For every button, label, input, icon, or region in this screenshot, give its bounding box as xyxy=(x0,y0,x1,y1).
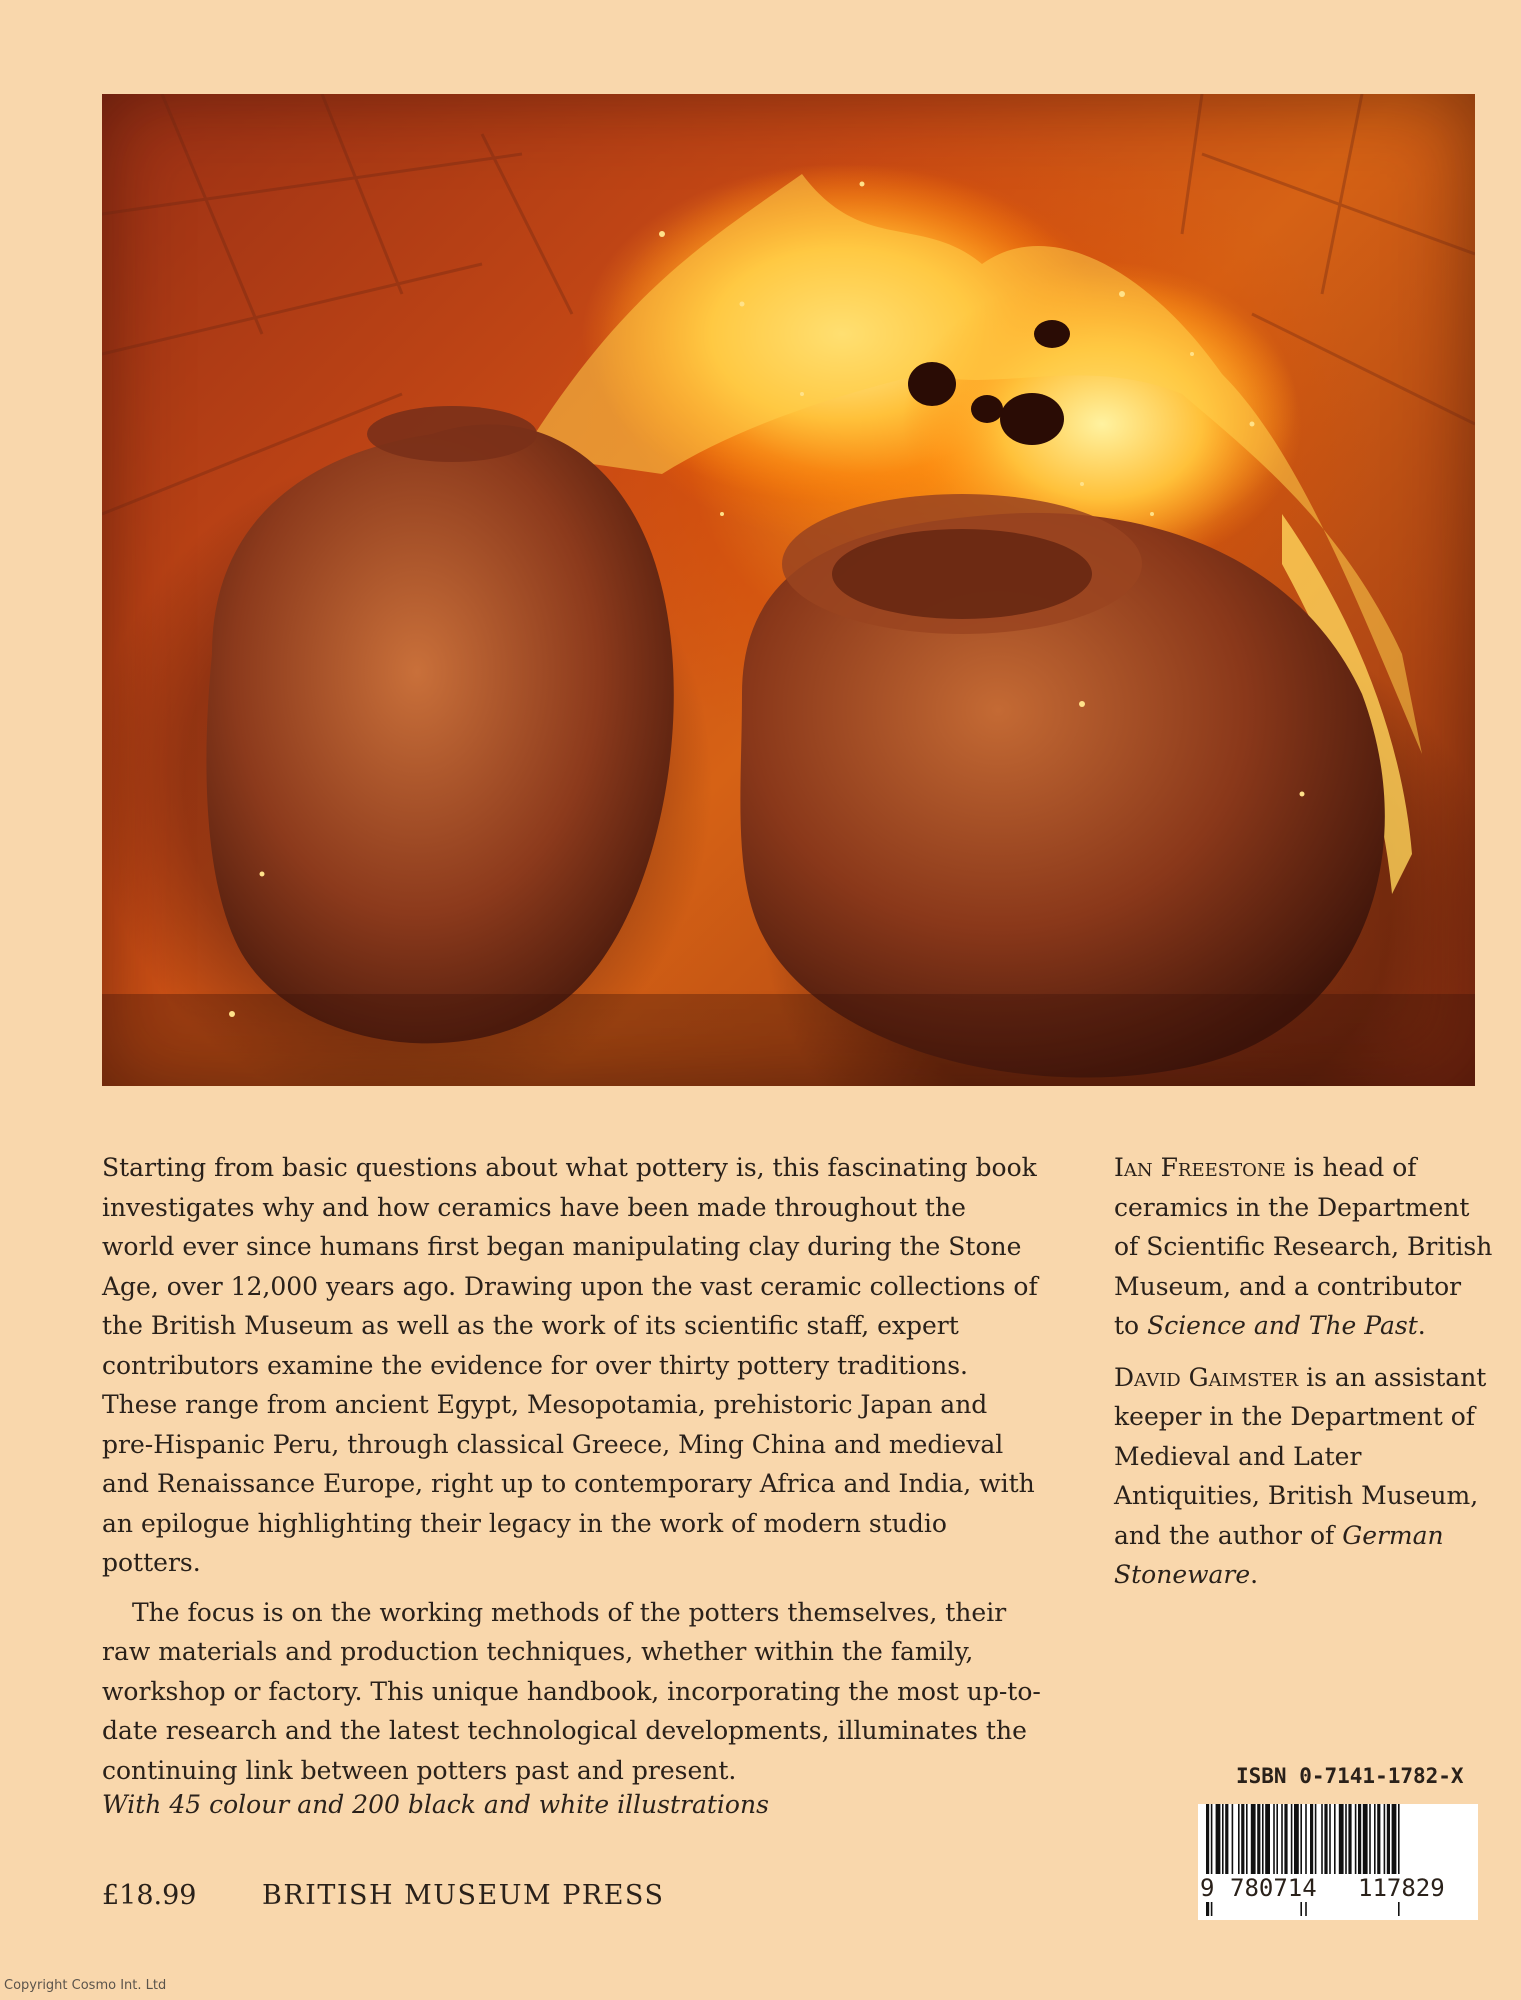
barcode-bar xyxy=(1334,1804,1336,1874)
barcode-bar xyxy=(1251,1804,1256,1874)
author-bio-end: . xyxy=(1250,1560,1259,1589)
book-description xyxy=(102,1148,1042,1800)
author-bios xyxy=(1114,1148,1494,1607)
barcode-bar xyxy=(1324,1804,1327,1874)
barcode-bar xyxy=(1291,1804,1293,1874)
barcode-bar xyxy=(1363,1804,1368,1874)
author-bio-text: is an assistant keeper in the Department of Medieval and Later Antiquities, British Museum, and the author of xyxy=(1114,1362,1487,1550)
barcode-bar xyxy=(1246,1804,1248,1874)
barcode-bar xyxy=(1238,1804,1240,1874)
barcode-bar xyxy=(1310,1804,1313,1874)
isbn-number: ISBN 0-7141-1782-X xyxy=(1236,1764,1464,1788)
barcode-bar xyxy=(1257,1804,1260,1874)
author-bio-text: is head of ceramics in the Department of Scientific Research, British Museum, and a contributor to xyxy=(1114,1153,1493,1340)
barcode-bar xyxy=(1339,1804,1344,1874)
author-name: David Gaimster xyxy=(1114,1362,1299,1392)
barcode-first-digit: 9 xyxy=(1200,1874,1215,1902)
barcode-bar xyxy=(1232,1804,1234,1874)
illustrations-note: With 45 colour and 200 black and white illustrations xyxy=(102,1790,769,1819)
barcode-bar xyxy=(1345,1804,1347,1874)
barcode-bar xyxy=(1387,1804,1390,1874)
author-work-title: German Stoneware xyxy=(1114,1520,1444,1589)
author-bio xyxy=(1114,1358,1494,1595)
barcode-bar xyxy=(1369,1804,1371,1874)
barcode-bar xyxy=(1225,1804,1228,1874)
barcode-digits xyxy=(1200,1874,1476,1914)
barcode-bar xyxy=(1281,1804,1283,1874)
cover-photo xyxy=(102,94,1475,1086)
barcode-left-group: 780714 xyxy=(1230,1874,1317,1902)
barcode-bar xyxy=(1294,1804,1299,1874)
barcode-bar xyxy=(1358,1804,1361,1874)
barcode-bar xyxy=(1348,1804,1351,1874)
author-work-title: Science and The Past xyxy=(1147,1311,1418,1340)
barcode-bar xyxy=(1321,1804,1323,1874)
barcode-bar xyxy=(1222,1804,1224,1874)
description-paragraph: Starting from basic questions about what pottery is, this fascinating book investigates why and how ceramics have been made throughout the world ever since humans first began manipulating clay during the Stone Age, over 12,000 years ago. Drawing upon the vast ceramic collections of the British Museum as well as the work of its scientific staff, expert contributors examine the evidence for over thirty pottery traditions. These range from ancient Egypt, Mesopotamia, prehistoric Japan and pre-Hispanic Peru, through classical Greece, Ming China and medieval and Renaissance Europe, right up to contemporary Africa and India, with an epilogue highlighting their legacy in the work of modern studio potters. xyxy=(102,1153,1038,1577)
author-bio xyxy=(1114,1148,1494,1346)
barcode-bar xyxy=(1329,1804,1331,1874)
barcode-bar xyxy=(1392,1804,1397,1874)
barcode-bar xyxy=(1315,1804,1317,1874)
barcode-bar xyxy=(1262,1804,1264,1874)
author-bio-end: . xyxy=(1417,1311,1426,1340)
barcode-bar xyxy=(1216,1804,1221,1874)
barcode-bar xyxy=(1273,1804,1275,1874)
copyright-notice: Copyright Cosmo Int. Ltd xyxy=(4,1978,167,1993)
barcode-bar xyxy=(1384,1804,1386,1874)
barcode-bar xyxy=(1374,1804,1376,1874)
price: £18.99 xyxy=(102,1880,197,1911)
barcode-bar xyxy=(1276,1804,1278,1874)
barcode-bar xyxy=(1284,1804,1287,1874)
barcode-bar xyxy=(1377,1804,1380,1874)
description-paragraph: The focus is on the working methods of the potters themselves, their raw materials and production techniques, whether within the family, workshop or factory. This unique handbook, incorporating the most up-to-date research and the latest technological developments, illuminates the continuing link between potters past and present. xyxy=(102,1597,1041,1785)
barcode-bar xyxy=(1355,1804,1357,1874)
kiln-fire-illustration xyxy=(102,94,1475,1086)
barcode-right-group: 117829 xyxy=(1358,1874,1445,1902)
barcode-bar xyxy=(1265,1804,1270,1874)
publisher-name: BRITISH MUSEUM PRESS xyxy=(262,1880,665,1911)
barcode-bar xyxy=(1241,1804,1244,1874)
author-name: Ian Freestone xyxy=(1114,1153,1286,1182)
